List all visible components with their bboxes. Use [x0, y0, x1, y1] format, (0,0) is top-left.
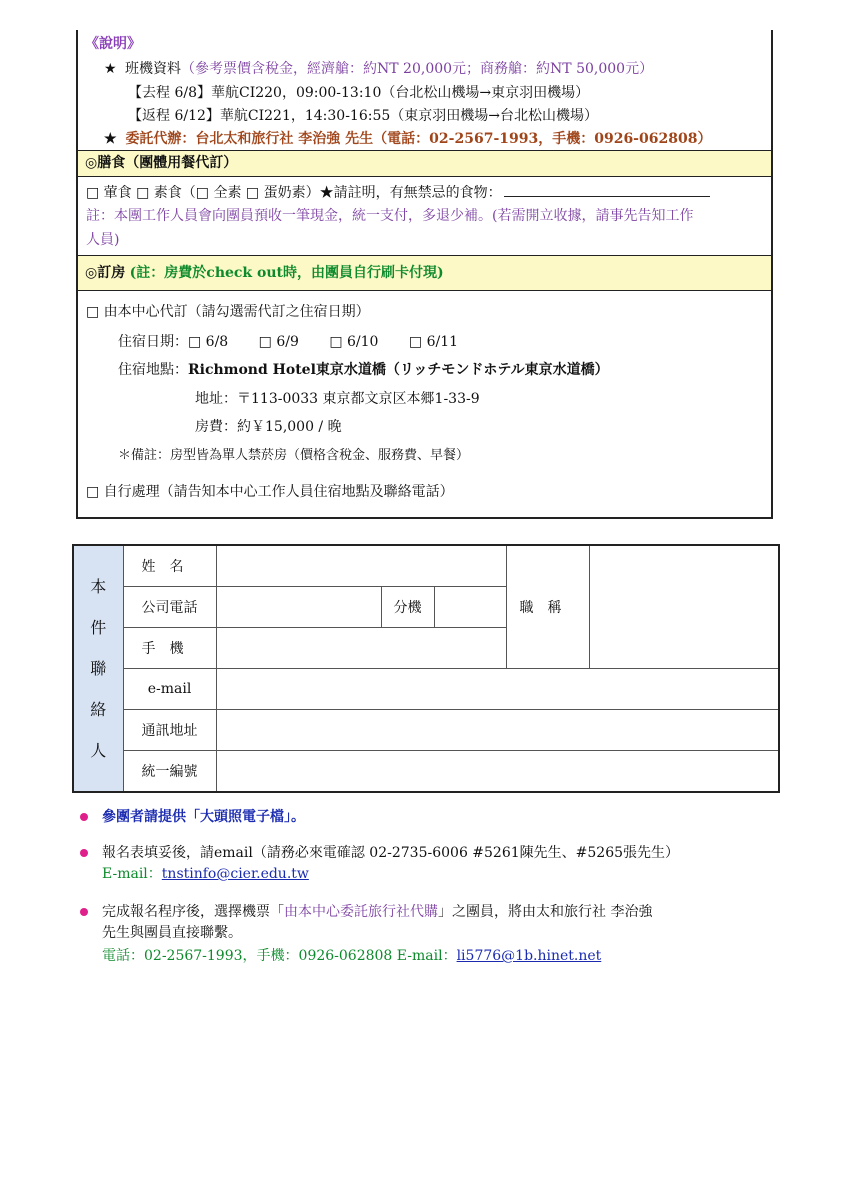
- date-checkbox-6-9[interactable]: □ 6/9: [258, 334, 299, 350]
- hotel-remark: ＊備註：房型皆為單人禁菸房（價格含稅金、服務費、早餐）: [118, 448, 470, 463]
- contact-person-table: [72, 544, 780, 793]
- stay-dates-label: 住宿日期：: [118, 334, 188, 350]
- ticket-note-line1: 完成報名程序後，選擇機票「由本中心委託旅行社代購」之團員，將由太和旅行社 李治強: [102, 904, 653, 920]
- agent-email-link[interactable]: li5776@1b.hinet.net: [456, 948, 602, 964]
- travel-agent-info: 委託代辦：台北太和旅行社 李治強 先生（電話：02-2567-1993，手機：0926-062808）: [125, 131, 712, 147]
- hotel-payment-note: (註：房費於check out時，由團員自行刷卡付現): [129, 265, 444, 281]
- return-flight: 【返程 6/12】華航CI221，14:30-16:55（東京羽田機場→台北松山機場）: [128, 108, 599, 124]
- company-phone-label: 公司電話: [123, 586, 216, 627]
- email-label-text: E-mail：: [102, 866, 162, 882]
- hotel-option-center[interactable]: □ 由本中心代訂（請勾選需代訂之住宿日期）: [86, 304, 370, 320]
- extension-label: 分機: [381, 586, 434, 627]
- outbound-flight: 【去程 6/8】華航CI220，09:00-13:10（台北松山機場→東京羽田機場）: [128, 85, 590, 101]
- contact-side-label: 本 件 聯 絡 人: [73, 545, 123, 792]
- bullet-icon: [80, 908, 88, 916]
- submit-note: 報名表填妥後，請email（請務必來電確認 02-2735-6006 #5261陳先生、#5265張先生）: [102, 845, 680, 861]
- hotel-option-self[interactable]: □ 自行處理（請告知本中心工作人員住宿地點及聯絡電話）: [86, 484, 454, 500]
- company-phone-field[interactable]: [216, 586, 381, 627]
- tax-id-label: 統一編號: [123, 751, 216, 792]
- agent-contact-line: [102, 946, 601, 966]
- agent-contact-text: 電話：02-2567-1993，手機：0926-062808 E-mail：: [102, 948, 457, 964]
- meal-options-text: □ 葷食 □ 素食（□ 全素 □ 蛋奶素）★請註明，有無禁忌的食物：: [86, 185, 502, 201]
- ticket-note-line2: 先生與團員直接聯繫。: [102, 925, 242, 941]
- stay-place-label: 住宿地點：: [118, 362, 188, 378]
- hotel-heading: ◎訂房: [85, 265, 126, 281]
- address-field[interactable]: [216, 710, 779, 751]
- hotel-address: 地址：〒113-0033 東京都文京区本郷1-33-9: [195, 391, 480, 407]
- date-checkbox-6-10[interactable]: □ 6/10: [329, 334, 379, 350]
- flight-label: 班機資料: [125, 61, 182, 77]
- meal-note-line1: 註：本團工作人員會向團員預收一筆現金，統一支付，多退少補。(若需開立收據，請事先告知工作: [86, 208, 694, 224]
- hotel-fee: 房費：約￥15,000 / 晚: [195, 419, 342, 435]
- job-title-label: 職稱: [506, 545, 589, 668]
- hotel-name: Richmond Hotel東京水道橋（リッチモンドホテル東京水道橋）: [188, 362, 609, 378]
- flight-info-line: [104, 59, 653, 79]
- mobile-field[interactable]: [216, 627, 506, 668]
- job-title-field[interactable]: [589, 545, 779, 668]
- submit-email-line: [102, 864, 309, 884]
- hotel-heading-bar: [78, 255, 771, 291]
- meal-options: [86, 182, 710, 203]
- email-label: e-mail: [123, 668, 216, 709]
- stay-dates-line: [118, 332, 458, 352]
- travel-agent-line: [104, 129, 711, 149]
- stay-place-line: [118, 360, 609, 380]
- meals-heading-bar: [78, 150, 771, 177]
- address-label: 通訊地址: [123, 710, 216, 751]
- date-checkbox-6-8[interactable]: □ 6/8: [188, 334, 229, 350]
- food-restriction-field[interactable]: [504, 182, 710, 197]
- cier-email-link[interactable]: tnstinfo@cier.edu.tw: [161, 866, 309, 882]
- mobile-label: 手機: [123, 627, 216, 668]
- photo-note: 參團者請提供「大頭照電子檔」。: [102, 809, 305, 825]
- bullet-icon: [80, 849, 88, 857]
- agent-purchase-text: 由本中心委託旅行社代購: [284, 904, 438, 920]
- star-icon: ★: [104, 61, 117, 77]
- meals-heading: ◎膳食（團體用餐代訂）: [85, 155, 238, 171]
- name-field[interactable]: [216, 545, 506, 586]
- notes-heading: 《說明》: [85, 36, 141, 52]
- flight-price-note: （參考票價含稅金，經濟艙：約NT 20,000元；商務艙：約NT 50,000元）: [181, 61, 654, 77]
- name-label: 姓名: [123, 545, 216, 586]
- hotel-heading-line: [85, 263, 444, 283]
- bullet-icon: [80, 813, 88, 821]
- date-checkbox-6-11[interactable]: □ 6/11: [408, 334, 459, 350]
- meal-note-line2: 人員): [86, 232, 120, 248]
- tax-id-field[interactable]: [216, 751, 779, 792]
- extension-field[interactable]: [434, 586, 506, 627]
- trip-info-box: [76, 30, 773, 519]
- star-icon: ★: [104, 131, 117, 147]
- email-field[interactable]: [216, 668, 779, 709]
